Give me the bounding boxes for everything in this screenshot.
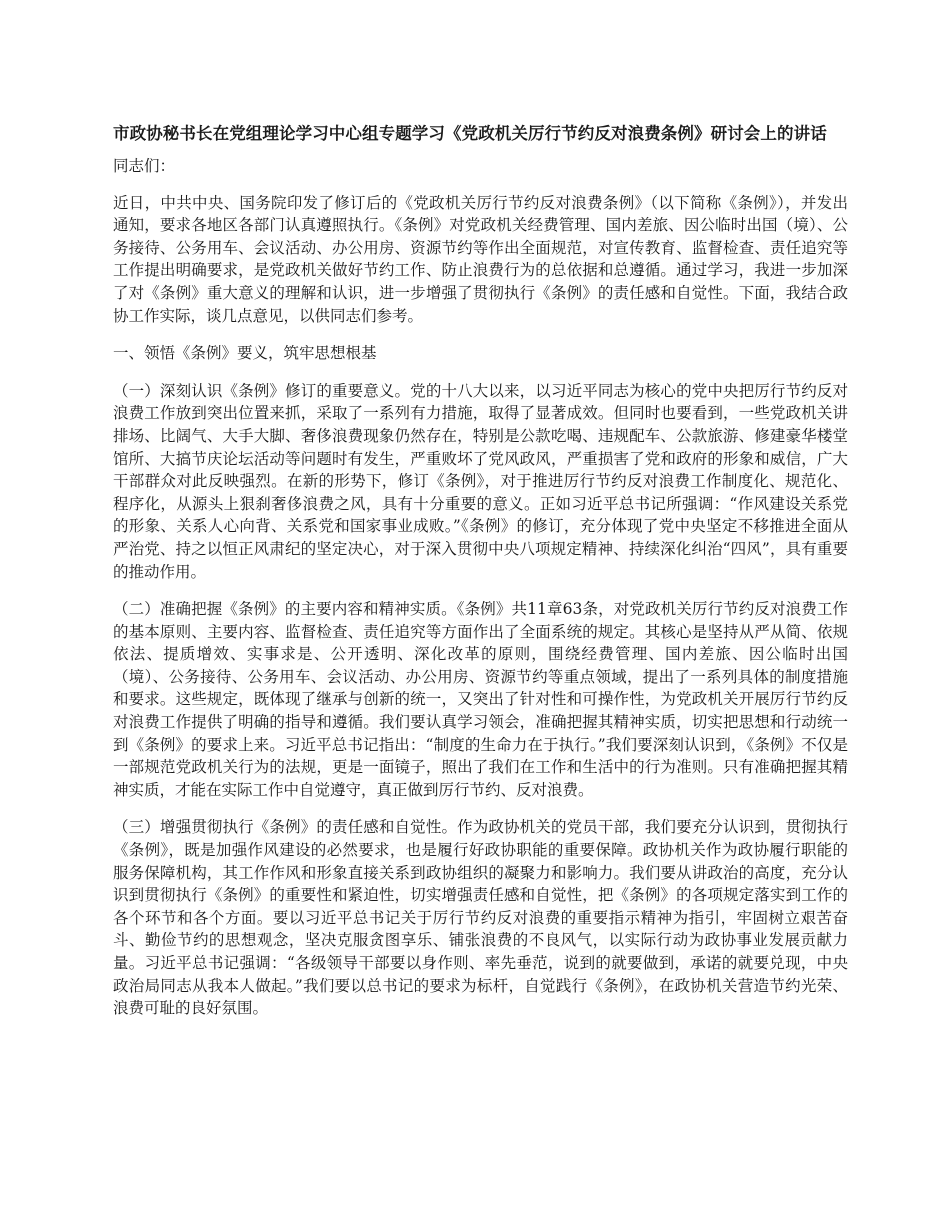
section-heading-1: 一、领悟《条例》要义，筑牢思想根基 <box>113 344 377 363</box>
paragraph-2: （二）准确把握《条例》的主要内容和精神实质。《条例》共11章63条，对党政机关厉行节约反对浪费工作的基本原则、主要内容、监督检查、责任追究等方面作出了全面系统的规定。其核心是坚持从严从简、依规依法、提质增效、实事求是、公开透明、深化改革的原则，围绕经费管理、国内差旅、因公临时出国（境）、公务接待、公务用车、会议活动、办公用房、资源节约等重点领域，提出了一系列具体的制度措施和要求。这些规定，既体现了继承与创新的统一，又突出了针对性和可操作性，为党政机关开展厉行节约反对浪费工作提供了明确的指导和遵循。我们要认真学习领会，准确把握其精神实质，切实把思想和行动统一到《条例》的要求上来。习近平总书记指出：“制度的生命力在于执行。”我们要深刻认识到，《条例》不仅是一部规范党政机关行为的法规，更是一面镜子，照出了我们在工作和生活中的行为准则。只有准确把握其精神实质，才能在实际工作中自觉遵守，真正做到厉行节约、反对浪费。 <box>113 600 848 799</box>
paragraph-1: （一）深刻认识《条例》修订的重要意义。党的十八大以来，以习近平同志为核心的党中央把厉行节约反对浪费工作放到突出位置来抓，采取了一系列有力措施，取得了显著成效。但同时也要看到，一些党政机关讲排场、比阔气、大手大脚、奢侈浪费现象仍然存在，特别是公款吃喝、违规配车、公款旅游、修建豪华楼堂馆所、大搞节庆论坛活动等问题时有发生，严重败坏了党风政风，严重损害了党和政府的形象和威信，广大干部群众对此反映强烈。在新的形势下，修订《条例》，对于推进厉行节约反对浪费工作制度化、规范化、程序化，从源头上狠刹奢侈浪费之风，具有十分重要的意义。正如习近平总书记所强调：“作风建设关系党的形象、关系人心向背、关系党和国家事业成败。”《条例》的修订，充分体现了党中央坚定不移推进全面从严治党、持之以恒正风肃纪的坚定决心，对于深入贯彻中央八项规定精神、持续深化纠治“四风”，具有重要的推动作用。 <box>113 381 848 581</box>
document-title: 市政协秘书长在党组理论学习中心组专题学习《党政机关厉行节约反对浪费条例》研讨会上的讲话 <box>113 124 827 143</box>
salutation: 同志们： <box>113 157 176 175</box>
document-page <box>113 122 848 1035</box>
paragraph-3: （三）增强贯彻执行《条例》的责任感和自觉性。作为政协机关的党员干部，我们要充分认识到，贯彻执行《条例》，既是加强作风建设的必然要求，也是履行好政协职能的重要保障。政协机关作为政协履行职能的服务保障机构，其工作作风和形象直接关系到政协组织的凝聚力和影响力。我们要从讲政治的高度，充分认识到贯彻执行《条例》的重要性和紧迫性，切实增强责任感和自觉性，把《条例》的各项规定落实到工作的各个环节和各个方面。要以习近平总书记关于厉行节约反对浪费的重要指示精神为指引，牢固树立艰苦奋斗、勤俭节约的思想观念，坚决克服贪图享乐、铺张浪费的不良风气，以实际行动为政协事业发展贡献力量。习近平总书记强调：“各级领导干部要以身作则、率先垂范，说到的就要做到，承诺的就要兑现，中央政治局同志从我本人做起。”我们要以总书记的要求为标杆，自觉践行《条例》，在政协机关营造节约光荣、浪费可耻的良好氛围。 <box>113 818 848 1018</box>
intro-paragraph: 近日，中共中央、国务院印发了修订后的《党政机关厉行节约反对浪费条例》（以下简称《条例》），并发出通知，要求各地区各部门认真遵照执行。《条例》对党政机关经费管理、国内差旅、因公临时出国（境）、公务接待、公务用车、会议活动、办公用房、资源节约等作出全面规范，对宣传教育、监督检查、责任追究等工作提出明确要求，是党政机关做好节约工作、防止浪费行为的总依据和总遵循。通过学习，我进一步加深了对《条例》重大意义的理解和认识，进一步增强了贯彻执行《条例》的责任感和自觉性。下面，我结合政协工作实际，谈几点意见，以供同志们参考。 <box>113 193 848 325</box>
